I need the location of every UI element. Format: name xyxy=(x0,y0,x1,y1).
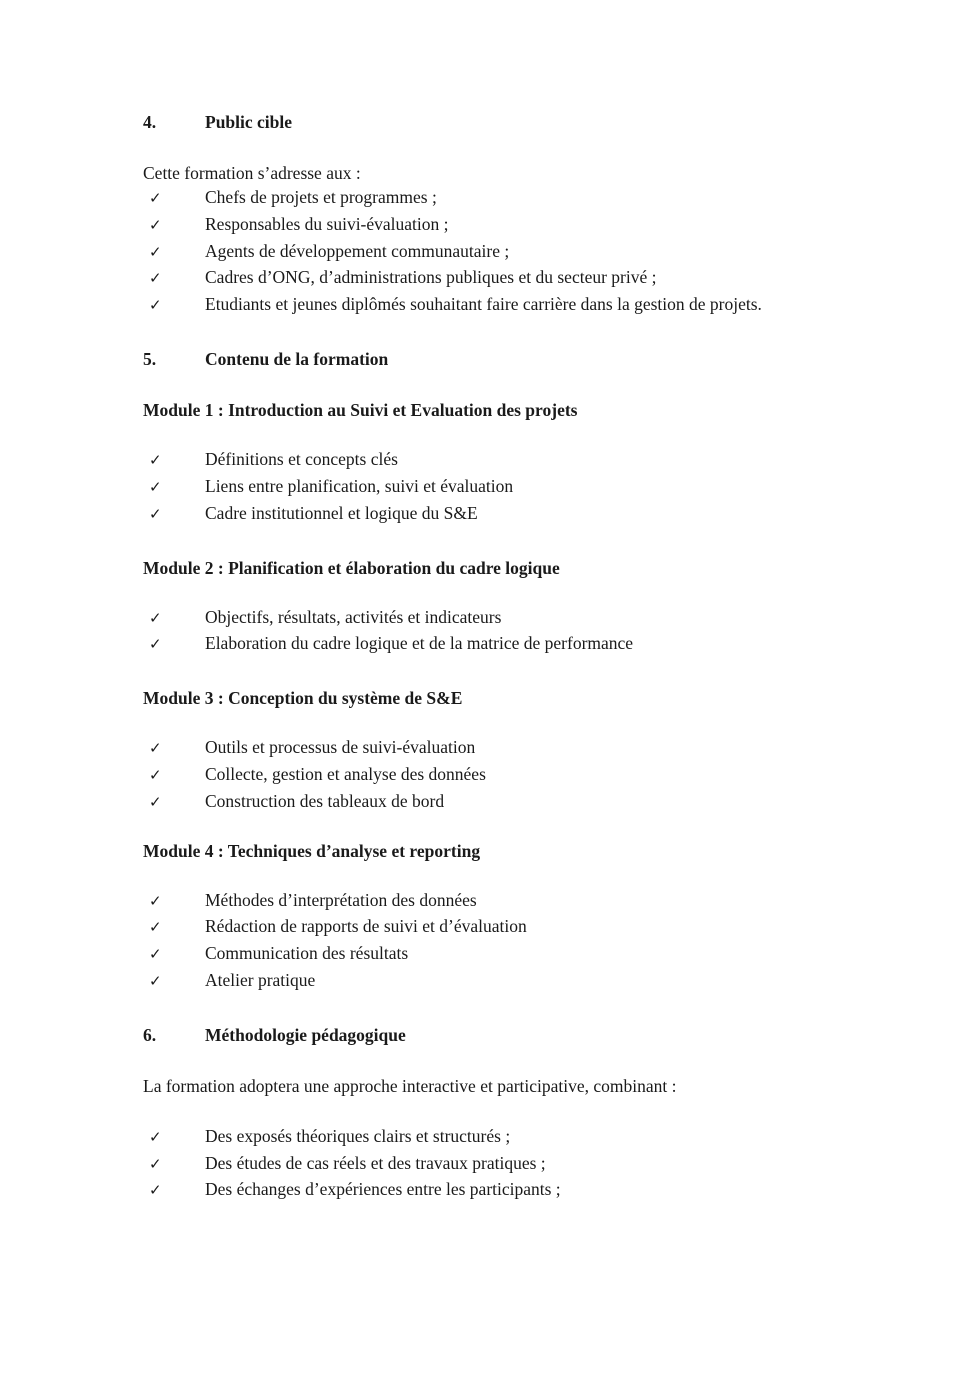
list-item xyxy=(143,446,860,473)
check-icon: ✓ xyxy=(149,477,162,496)
list-item-label: Des études de cas réels et des travaux pratiques ; xyxy=(205,1152,546,1173)
public-cible-intro: Cette formation s’adresse aux : xyxy=(143,163,361,184)
section-title: Public cible xyxy=(205,112,293,132)
spacer xyxy=(143,815,860,841)
list-item xyxy=(143,1150,860,1177)
module-3-list xyxy=(143,734,860,814)
list-item xyxy=(143,291,860,318)
section-heading-public-cible xyxy=(143,112,860,132)
list-item xyxy=(143,788,860,815)
list-item xyxy=(143,473,860,500)
check-icon: ✓ xyxy=(149,972,162,990)
check-icon: ✓ xyxy=(149,891,162,910)
public-cible-list xyxy=(143,184,860,318)
spacer xyxy=(143,994,860,1025)
spacer xyxy=(143,861,860,887)
list-item-label: Rédaction de rapports de suivi et d’évaluation xyxy=(205,916,527,937)
check-icon: ✓ xyxy=(149,296,162,315)
check-icon: ✓ xyxy=(149,608,162,627)
list-item xyxy=(143,211,860,238)
methodologie-intro: La formation adoptera une approche interactive et participative, combinant : xyxy=(143,1075,677,1096)
list-item xyxy=(143,184,860,211)
spacer xyxy=(143,318,860,349)
list-item xyxy=(143,1176,860,1203)
section-number: 5. xyxy=(143,348,157,369)
methodologie-list xyxy=(143,1123,860,1203)
list-item-label: Cadres d’ONG, d’administrations publiques et du secteur privé ; xyxy=(205,267,657,288)
check-icon: ✓ xyxy=(149,739,162,758)
check-icon: ✓ xyxy=(149,189,162,208)
list-item-label: Des exposés théoriques clairs et structurés ; xyxy=(205,1125,511,1146)
check-icon: ✓ xyxy=(149,766,162,785)
list-item xyxy=(143,1123,860,1150)
module-4-list xyxy=(143,887,860,994)
list-item xyxy=(143,500,860,527)
spacer xyxy=(143,657,860,688)
list-item-label: Construction des tableaux de bord xyxy=(205,790,445,811)
list-item-label: Communication des résultats xyxy=(205,943,409,964)
list-item-label: Définitions et concepts clés xyxy=(205,449,398,470)
list-item-label: Objectifs, résultats, activités et indicateurs xyxy=(205,606,502,627)
check-icon: ✓ xyxy=(149,242,162,261)
list-item-label: Responsables du suivi-évaluation ; xyxy=(205,213,449,234)
check-icon: ✓ xyxy=(149,635,162,654)
check-icon: ✓ xyxy=(149,215,162,234)
section-title: Méthodologie pédagogique xyxy=(205,1024,406,1045)
check-icon: ✓ xyxy=(149,451,162,470)
list-item xyxy=(143,604,860,631)
check-icon: ✓ xyxy=(149,918,162,937)
list-item-label: Liens entre planification, suivi et évaluation xyxy=(205,475,514,496)
spacer xyxy=(143,1045,860,1076)
list-item xyxy=(143,913,860,940)
module-heading-3: Module 3 : Conception du système de S&E xyxy=(143,688,463,709)
module-1-list xyxy=(143,446,860,526)
list-item xyxy=(143,734,860,761)
list-item-label: Elaboration du cadre logique et de la matrice de performance xyxy=(205,633,634,654)
check-icon: ✓ xyxy=(149,945,162,964)
list-item xyxy=(143,630,860,657)
section-number: 6. xyxy=(143,1024,157,1045)
module-heading-2: Module 2 : Planification et élaboration du cadre logique xyxy=(143,557,560,578)
spacer xyxy=(143,420,860,446)
spacer xyxy=(143,708,860,734)
check-icon: ✓ xyxy=(149,269,162,288)
module-heading-1: Module 1 : Introduction au Suivi et Evaluation des projets xyxy=(143,400,578,421)
spacer xyxy=(143,132,860,163)
list-item-label: Chefs de projets et programmes ; xyxy=(205,187,437,208)
list-item-label: Collecte, gestion et analyse des données xyxy=(205,764,486,785)
section-heading-methodologie xyxy=(143,1025,860,1045)
section-title: Contenu de la formation xyxy=(205,348,389,369)
list-item-label: Méthodes d’interprétation des données xyxy=(205,889,477,910)
list-item xyxy=(143,887,860,914)
section-heading-contenu-formation xyxy=(143,349,860,369)
check-icon: ✓ xyxy=(149,1181,162,1200)
check-icon: ✓ xyxy=(149,1154,162,1173)
check-icon: ✓ xyxy=(149,504,162,523)
list-item-label: Cadre institutionnel et logique du S&E xyxy=(205,502,478,523)
module-2-list xyxy=(143,604,860,658)
spacer xyxy=(143,1097,860,1123)
list-item xyxy=(143,967,860,994)
check-icon: ✓ xyxy=(149,792,162,811)
list-item xyxy=(143,940,860,967)
module-heading-4: Module 4 : Techniques d’analyse et reporting xyxy=(143,840,481,861)
list-item-label: Etudiants et jeunes diplômés souhaitant faire carrière dans la gestion de projets. xyxy=(205,294,762,315)
list-item xyxy=(143,264,860,291)
spacer xyxy=(143,578,860,604)
list-item xyxy=(143,761,860,788)
list-item xyxy=(143,238,860,265)
list-item-label: Outils et processus de suivi-évaluation xyxy=(205,737,476,758)
spacer xyxy=(143,369,860,400)
list-item-label: Des échanges d’expériences entre les participants ; xyxy=(205,1179,561,1200)
section-number: 4. xyxy=(143,112,157,132)
list-item-label: Agents de développement communautaire ; xyxy=(205,240,510,261)
list-item-label: Atelier pratique xyxy=(205,970,316,990)
check-icon: ✓ xyxy=(149,1127,162,1146)
spacer xyxy=(143,527,860,558)
